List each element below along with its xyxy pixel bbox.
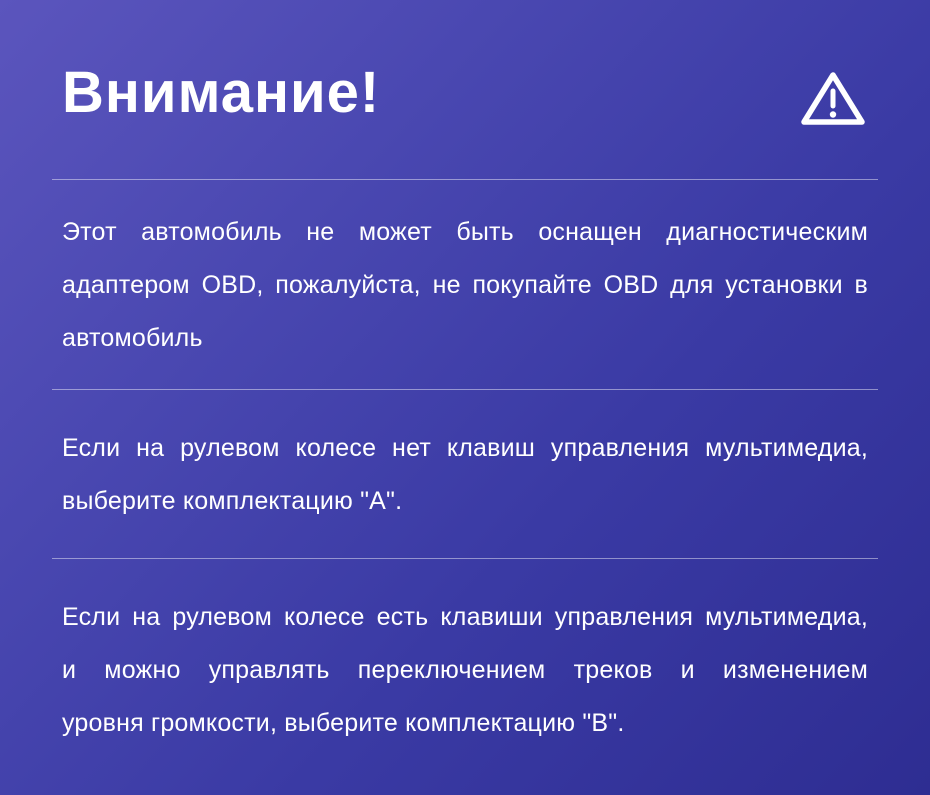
notice-trim-a: [62, 422, 868, 528]
notice-trim-b: [62, 591, 868, 750]
page-title: Внимание!: [62, 60, 381, 125]
divider: [52, 389, 878, 390]
divider: [52, 558, 878, 559]
warning-triangle-icon: [798, 70, 868, 133]
notice-obd: [62, 206, 868, 365]
notice-trim-a-line-1: Если на рулевом колесе нет клавиш управления мультимедиа,: [62, 434, 868, 462]
notice-trim-b-line-3: уровня громкости, выберите комплектацию "B".: [62, 709, 625, 737]
divider: [52, 179, 878, 180]
notice-obd-line-2: адаптером OBD, пожалуйста, не покупайте OBD для установки в: [62, 271, 868, 299]
notice-trim-b-line-1: Если на рулевом колесе есть клавиши управления мультимедиа,: [62, 603, 868, 631]
notice-obd-line-3: автомобиль: [62, 324, 203, 352]
notice-trim-a-line-2: выберите комплектацию "А".: [62, 487, 403, 515]
notice-trim-b-line-2: и можно управлять переключением треков и изменением: [62, 656, 868, 684]
notice-obd-line-1: Этот автомобиль не может быть оснащен диагностическим: [62, 218, 868, 246]
header: [62, 0, 868, 133]
